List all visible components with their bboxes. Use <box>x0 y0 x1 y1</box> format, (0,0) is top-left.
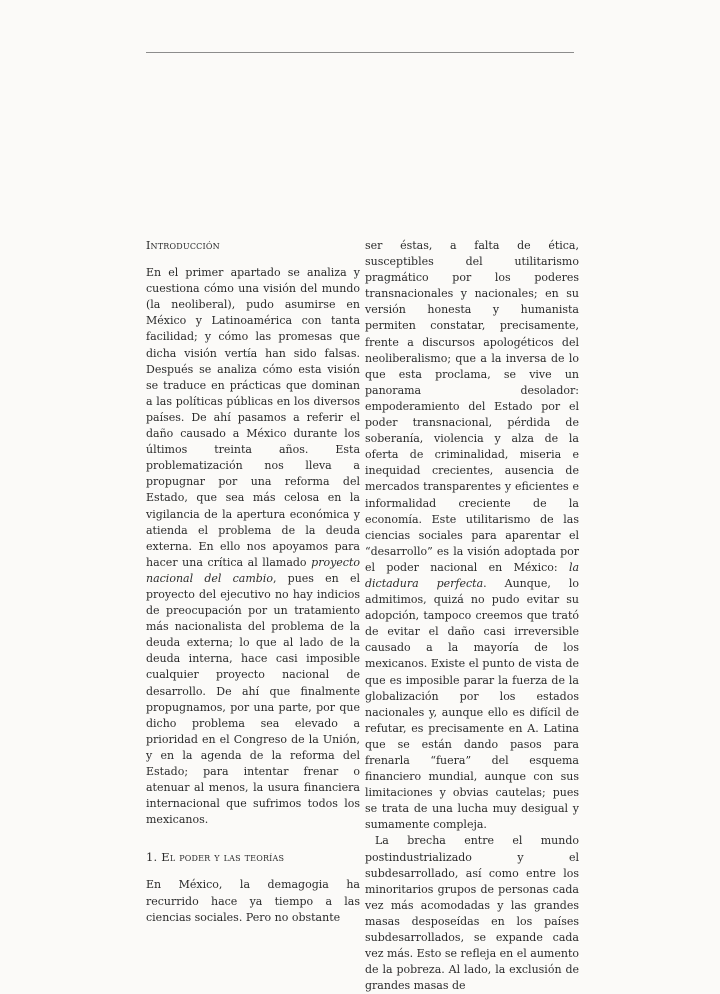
right-column <box>365 238 579 994</box>
right-paragraph-1 <box>365 238 579 833</box>
right-paragraph-2: La brecha entre el mundo postindustrializado y el subdesarrollado, así como entre los minoritarios grupos de personas cada vez más acomodadas y las grandes masas desposeídas en los países subdesarrollados, se expande cada vez más. Esto se refleja en el aumento de la pobreza. Al lado, la exclusión de grandes masas de <box>365 834 579 993</box>
section1-paragraph: En México, la demagogia ha recurrido hace ya tiempo a las ciencias sociales. Pero no obstante <box>146 878 360 924</box>
right-text-b: . Aunque, lo admitimos, quizá no pudo evitar su adopción, tampoco creemos que trató de evitar el daño casi irreversible causado a la mayoría de los mexicanos. Existe el punto de vista de que es imposible parar la fuerza de la globalización por los estados nacionales y, aunque ello es difícil de refutar, es precisamente en A. Latina que se están dando pasos para frenarla “fuera” del esquema financiero mundial, aunque con sus limitaciones y obvias cautelas; pues se trata de una lucha muy desigual y sumamente compleja. <box>365 576 579 832</box>
right-emphasis: la dictadura perfecta <box>365 560 580 590</box>
intro-heading: Introducción <box>146 239 220 252</box>
left-column <box>146 238 360 926</box>
right-text-a: ser éstas, a falta de ética, susceptibles del utilitarismo pragmático por los poderes transnacionales y nacionales; en su versión honesta y humanista permiten constatar, precisamente, frente a discursos apologéticos del neoliberalismo; que a la inversa de lo que esta proclama, se vive un panorama desolador: empoderamiento del Estado por el poder transnacional, pérdida de soberanía, violencia y alza de la oferta de criminalidad, miseria e inequidad crecientes, ausencia de mercados transparentes y eficientes e informalidad creciente de la economía. Este utilitarismo de las ciencias sociales para aparentar el “desarrollo” es la visión adoptada por el poder nacional en México: <box>365 239 579 574</box>
intro-emphasis: proyecto nacional del cambio <box>146 555 361 585</box>
intro-paragraph <box>146 265 360 828</box>
intro-text-a: En el primer apartado se analiza y cuestiona cómo una visión del mundo (la neoliberal), pudo asumirse en México y Latinoamérica con tanta facilidad; y cómo las promesas que dicha visión vertía han sido falsas. Después se analiza cómo esta visión se traduce en prácticas que dominan a las políticas públicas en los diversos países. De ahí pasamos a referir el daño causado a México durante los últimos treinta años. Esta problematización nos lleva a propugnar por una reforma del Estado, que sea más celosa en la vigilancia de la apertura económica y atienda el problema de la deuda externa. En ello nos apoyamos para hacer una crítica al llamado <box>146 266 360 569</box>
intro-text-b: , pues en el proyecto del ejecutivo no hay indicios de preocupación por un tratamiento más nacionalista del problema de la deuda externa; lo que al lado de la deuda interna, hace casi imposible cualquier proyecto nacional de desarrollo. De ahí que finalmente propugnamos, por una parte, por que dicho problema sea elevado a prioridad en el Congreso de la Unión, y en la agenda de la reforma del Estado; para intentar frenar o atenuar al menos, la usura financiera internacional que sufrimos todos los mexicanos. <box>146 571 361 827</box>
header-rule <box>146 52 574 53</box>
section1-heading: 1. El poder y las teorías <box>146 850 285 865</box>
